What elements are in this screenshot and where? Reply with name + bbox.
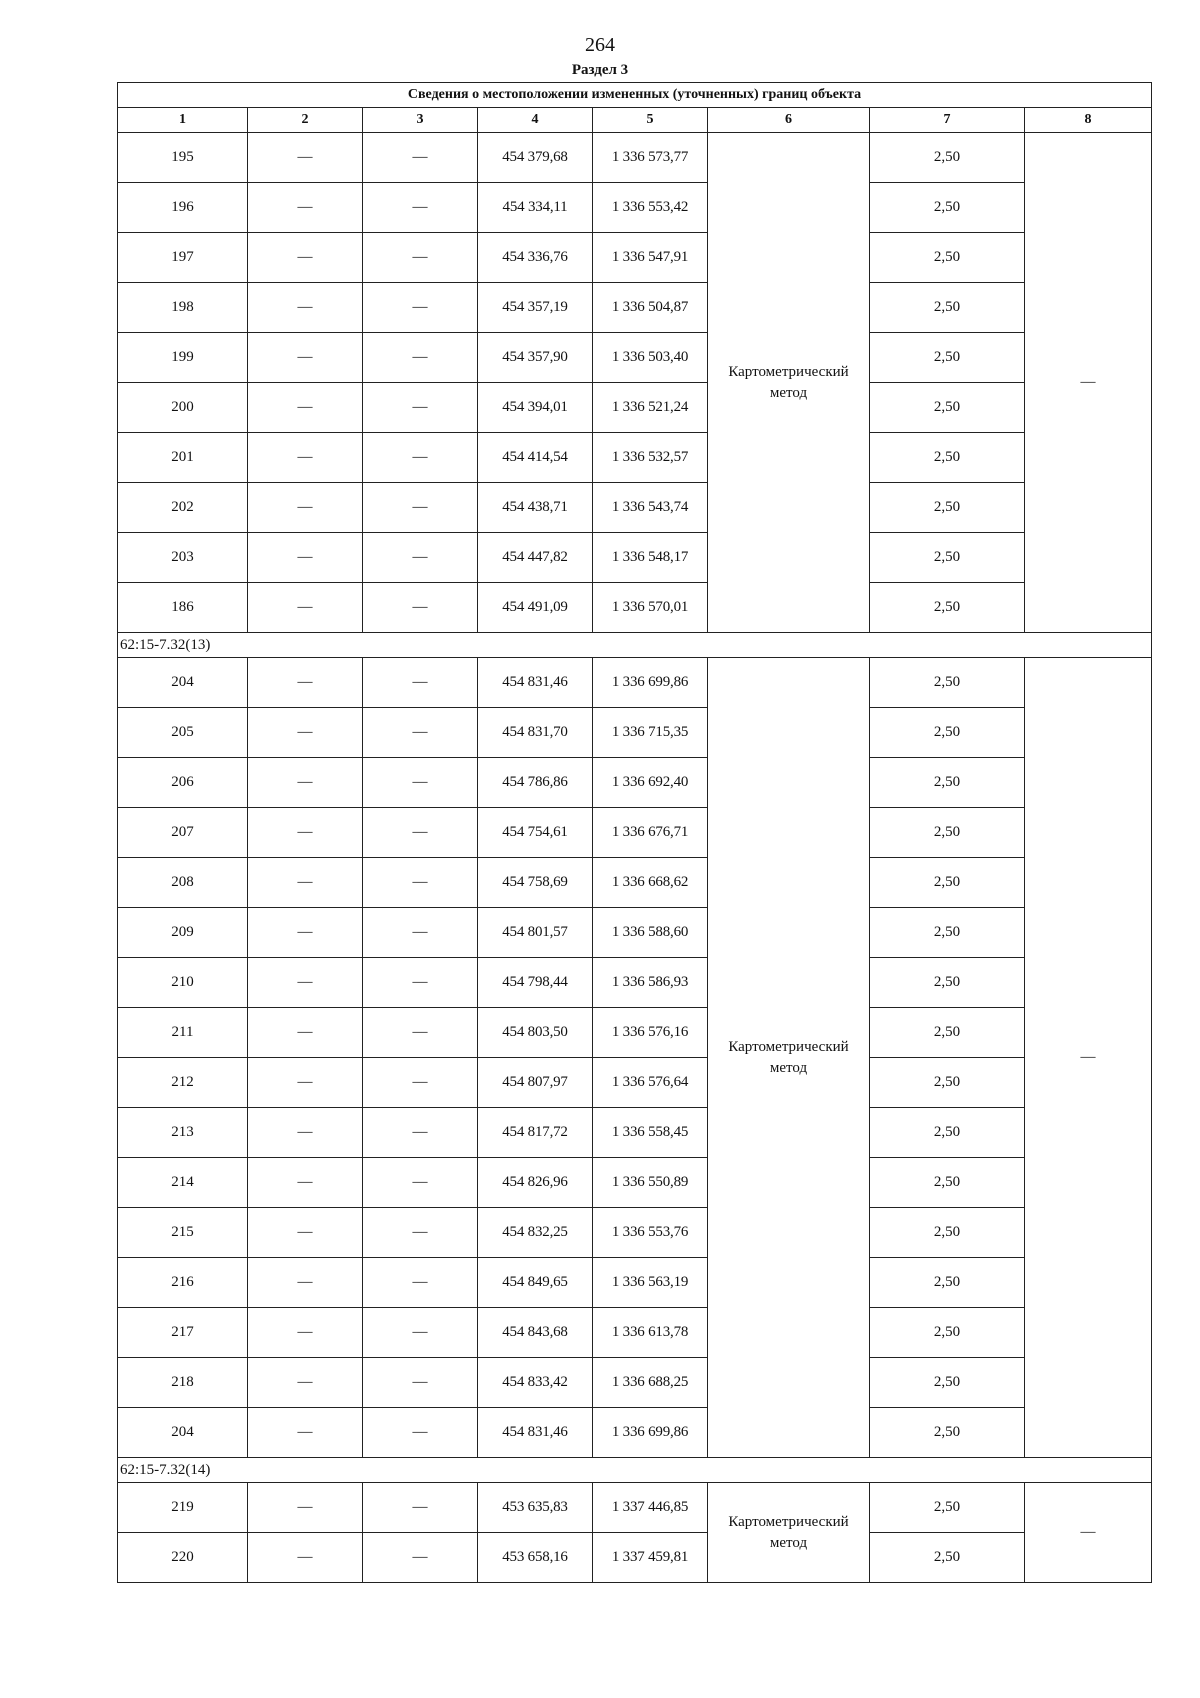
column-number-3: 3 xyxy=(363,108,478,133)
col3-cell: — xyxy=(363,433,478,483)
accuracy-cell: 2,50 xyxy=(870,233,1025,283)
col2-cell: — xyxy=(248,183,363,233)
column-number-8: 8 xyxy=(1025,108,1152,133)
col3-cell: — xyxy=(363,533,478,583)
y-coordinate-cell: 1 336 503,40 xyxy=(593,333,708,383)
point-number-cell: 215 xyxy=(118,1208,248,1258)
x-coordinate-cell: 454 831,46 xyxy=(478,1408,593,1458)
col3-cell: — xyxy=(363,233,478,283)
col2-cell: — xyxy=(248,1158,363,1208)
col2-cell: — xyxy=(248,1483,363,1533)
point-number-cell: 205 xyxy=(118,708,248,758)
point-number-cell: 216 xyxy=(118,1258,248,1308)
point-number-cell: 186 xyxy=(118,583,248,633)
accuracy-cell: 2,50 xyxy=(870,1533,1025,1583)
col2-cell: — xyxy=(248,383,363,433)
x-coordinate-cell: 454 786,86 xyxy=(478,758,593,808)
point-number-cell: 208 xyxy=(118,858,248,908)
col2-cell: — xyxy=(248,333,363,383)
accuracy-cell: 2,50 xyxy=(870,958,1025,1008)
y-coordinate-cell: 1 336 550,89 xyxy=(593,1158,708,1208)
x-coordinate-cell: 454 336,76 xyxy=(478,233,593,283)
col3-cell: — xyxy=(363,1058,478,1108)
table-row xyxy=(118,1533,1152,1583)
col2-cell: — xyxy=(248,483,363,533)
column-number-row xyxy=(118,108,1152,133)
point-number-cell: 214 xyxy=(118,1158,248,1208)
col3-cell: — xyxy=(363,1208,478,1258)
col3-cell: — xyxy=(363,1483,478,1533)
accuracy-cell: 2,50 xyxy=(870,533,1025,583)
col3-cell: — xyxy=(363,658,478,708)
y-coordinate-cell: 1 336 558,45 xyxy=(593,1108,708,1158)
col2-cell: — xyxy=(248,858,363,908)
group-row xyxy=(118,1458,1152,1483)
col2-cell: — xyxy=(248,1258,363,1308)
table-row xyxy=(118,383,1152,433)
point-number-cell: 196 xyxy=(118,183,248,233)
col3-cell: — xyxy=(363,858,478,908)
point-number-cell: 200 xyxy=(118,383,248,433)
table-row xyxy=(118,333,1152,383)
col3-cell: — xyxy=(363,758,478,808)
point-number-cell: 217 xyxy=(118,1308,248,1358)
group-row xyxy=(118,633,1152,658)
col3-cell: — xyxy=(363,908,478,958)
column-number-6: 6 xyxy=(708,108,870,133)
x-coordinate-cell: 454 803,50 xyxy=(478,1008,593,1058)
accuracy-cell: 2,50 xyxy=(870,1158,1025,1208)
col2-cell: — xyxy=(248,283,363,333)
accuracy-cell: 2,50 xyxy=(870,1058,1025,1108)
y-coordinate-cell: 1 336 573,77 xyxy=(593,133,708,183)
y-coordinate-cell: 1 337 459,81 xyxy=(593,1533,708,1583)
y-coordinate-cell: 1 336 521,24 xyxy=(593,383,708,433)
point-number-cell: 203 xyxy=(118,533,248,583)
x-coordinate-cell: 454 807,97 xyxy=(478,1058,593,1108)
group-label: 62:15-7.32(13) xyxy=(118,633,1152,658)
x-coordinate-cell: 454 831,70 xyxy=(478,708,593,758)
point-number-cell: 219 xyxy=(118,1483,248,1533)
y-coordinate-cell: 1 336 553,76 xyxy=(593,1208,708,1258)
point-number-cell: 195 xyxy=(118,133,248,183)
accuracy-cell: 2,50 xyxy=(870,333,1025,383)
accuracy-cell: 2,50 xyxy=(870,283,1025,333)
table-caption: Сведения о местоположении измененных (уточненных) границ объекта xyxy=(118,83,1152,108)
point-number-cell: 206 xyxy=(118,758,248,808)
table-row xyxy=(118,808,1152,858)
y-coordinate-cell: 1 337 446,85 xyxy=(593,1483,708,1533)
column-number-5: 5 xyxy=(593,108,708,133)
col3-cell: — xyxy=(363,183,478,233)
x-coordinate-cell: 454 447,82 xyxy=(478,533,593,583)
col3-cell: — xyxy=(363,483,478,533)
y-coordinate-cell: 1 336 504,87 xyxy=(593,283,708,333)
col3-cell: — xyxy=(363,708,478,758)
y-coordinate-cell: 1 336 699,86 xyxy=(593,1408,708,1458)
accuracy-cell: 2,50 xyxy=(870,383,1025,433)
point-number-cell: 207 xyxy=(118,808,248,858)
table-row xyxy=(118,1058,1152,1108)
y-coordinate-cell: 1 336 532,57 xyxy=(593,433,708,483)
col2-cell: — xyxy=(248,1058,363,1108)
point-number-cell: 204 xyxy=(118,658,248,708)
col3-cell: — xyxy=(363,1258,478,1308)
table-row xyxy=(118,233,1152,283)
accuracy-cell: 2,50 xyxy=(870,1108,1025,1158)
table-row xyxy=(118,1358,1152,1408)
point-number-cell: 210 xyxy=(118,958,248,1008)
point-number-cell: 198 xyxy=(118,283,248,333)
col3-cell: — xyxy=(363,133,478,183)
table-row xyxy=(118,483,1152,533)
col2-cell: — xyxy=(248,908,363,958)
y-coordinate-cell: 1 336 688,25 xyxy=(593,1358,708,1408)
table-row xyxy=(118,183,1152,233)
point-number-cell: 199 xyxy=(118,333,248,383)
column-number-7: 7 xyxy=(870,108,1025,133)
x-coordinate-cell: 454 357,90 xyxy=(478,333,593,383)
x-coordinate-cell: 454 394,01 xyxy=(478,383,593,433)
col8-cell: — xyxy=(1025,1483,1152,1583)
point-number-cell: 201 xyxy=(118,433,248,483)
y-coordinate-cell: 1 336 543,74 xyxy=(593,483,708,533)
x-coordinate-cell: 454 754,61 xyxy=(478,808,593,858)
x-coordinate-cell: 454 833,42 xyxy=(478,1358,593,1408)
accuracy-cell: 2,50 xyxy=(870,433,1025,483)
x-coordinate-cell: 454 357,19 xyxy=(478,283,593,333)
x-coordinate-cell: 454 831,46 xyxy=(478,658,593,708)
col3-cell: — xyxy=(363,1158,478,1208)
x-coordinate-cell: 454 843,68 xyxy=(478,1308,593,1358)
table-row xyxy=(118,1008,1152,1058)
accuracy-cell: 2,50 xyxy=(870,483,1025,533)
x-coordinate-cell: 454 491,09 xyxy=(478,583,593,633)
accuracy-cell: 2,50 xyxy=(870,1408,1025,1458)
point-number-cell: 220 xyxy=(118,1533,248,1583)
col8-cell: — xyxy=(1025,133,1152,633)
accuracy-cell: 2,50 xyxy=(870,858,1025,908)
y-coordinate-cell: 1 336 553,42 xyxy=(593,183,708,233)
y-coordinate-cell: 1 336 563,19 xyxy=(593,1258,708,1308)
accuracy-cell: 2,50 xyxy=(870,658,1025,708)
point-number-cell: 212 xyxy=(118,1058,248,1108)
col2-cell: — xyxy=(248,533,363,583)
col2-cell: — xyxy=(248,1358,363,1408)
y-coordinate-cell: 1 336 692,40 xyxy=(593,758,708,808)
accuracy-cell: 2,50 xyxy=(870,808,1025,858)
column-number-1: 1 xyxy=(118,108,248,133)
col2-cell: — xyxy=(248,233,363,283)
table-row xyxy=(118,1108,1152,1158)
accuracy-cell: 2,50 xyxy=(870,908,1025,958)
table-row xyxy=(118,1158,1152,1208)
x-coordinate-cell: 454 798,44 xyxy=(478,958,593,1008)
accuracy-cell: 2,50 xyxy=(870,1308,1025,1358)
col8-cell: — xyxy=(1025,658,1152,1458)
x-coordinate-cell: 454 826,96 xyxy=(478,1158,593,1208)
y-coordinate-cell: 1 336 547,91 xyxy=(593,233,708,283)
accuracy-cell: 2,50 xyxy=(870,1008,1025,1058)
x-coordinate-cell: 453 635,83 xyxy=(478,1483,593,1533)
col3-cell: — xyxy=(363,583,478,633)
table-row xyxy=(118,1483,1152,1533)
col2-cell: — xyxy=(248,1533,363,1583)
table-row xyxy=(118,958,1152,1008)
method-cell: Картометрический метод xyxy=(708,133,870,633)
table-row xyxy=(118,283,1152,333)
col3-cell: — xyxy=(363,1108,478,1158)
y-coordinate-cell: 1 336 576,64 xyxy=(593,1058,708,1108)
col2-cell: — xyxy=(248,133,363,183)
section-title: Раздел 3 xyxy=(571,62,629,78)
col3-cell: — xyxy=(363,283,478,333)
col2-cell: — xyxy=(248,658,363,708)
y-coordinate-cell: 1 336 613,78 xyxy=(593,1308,708,1358)
x-coordinate-cell: 454 817,72 xyxy=(478,1108,593,1158)
table-row xyxy=(118,1208,1152,1258)
col2-cell: — xyxy=(248,708,363,758)
col2-cell: — xyxy=(248,433,363,483)
x-coordinate-cell: 454 438,71 xyxy=(478,483,593,533)
col2-cell: — xyxy=(248,583,363,633)
table-row xyxy=(118,1308,1152,1358)
table-body xyxy=(118,133,1152,1583)
col2-cell: — xyxy=(248,1008,363,1058)
accuracy-cell: 2,50 xyxy=(870,1258,1025,1308)
y-coordinate-cell: 1 336 576,16 xyxy=(593,1008,708,1058)
point-number-cell: 197 xyxy=(118,233,248,283)
y-coordinate-cell: 1 336 715,35 xyxy=(593,708,708,758)
y-coordinate-cell: 1 336 668,62 xyxy=(593,858,708,908)
table-row xyxy=(118,708,1152,758)
table-row xyxy=(118,583,1152,633)
accuracy-cell: 2,50 xyxy=(870,183,1025,233)
method-cell: Картометрический метод xyxy=(708,658,870,1458)
accuracy-cell: 2,50 xyxy=(870,1358,1025,1408)
accuracy-cell: 2,50 xyxy=(870,583,1025,633)
x-coordinate-cell: 453 658,16 xyxy=(478,1533,593,1583)
col2-cell: — xyxy=(248,1308,363,1358)
x-coordinate-cell: 454 832,25 xyxy=(478,1208,593,1258)
col3-cell: — xyxy=(363,958,478,1008)
point-number-cell: 204 xyxy=(118,1408,248,1458)
x-coordinate-cell: 454 379,68 xyxy=(478,133,593,183)
table-row xyxy=(118,133,1152,183)
accuracy-cell: 2,50 xyxy=(870,1483,1025,1533)
column-number-2: 2 xyxy=(248,108,363,133)
x-coordinate-cell: 454 849,65 xyxy=(478,1258,593,1308)
accuracy-cell: 2,50 xyxy=(870,133,1025,183)
accuracy-cell: 2,50 xyxy=(870,708,1025,758)
table-row xyxy=(118,1258,1152,1308)
point-number-cell: 209 xyxy=(118,908,248,958)
method-cell: Картометрический метод xyxy=(708,1483,870,1583)
x-coordinate-cell: 454 334,11 xyxy=(478,183,593,233)
table-row xyxy=(118,758,1152,808)
col3-cell: — xyxy=(363,1358,478,1408)
table-row xyxy=(118,1408,1152,1458)
col2-cell: — xyxy=(248,1208,363,1258)
table-row xyxy=(118,858,1152,908)
x-coordinate-cell: 454 801,57 xyxy=(478,908,593,958)
col2-cell: — xyxy=(248,958,363,1008)
y-coordinate-cell: 1 336 588,60 xyxy=(593,908,708,958)
y-coordinate-cell: 1 336 570,01 xyxy=(593,583,708,633)
column-number-4: 4 xyxy=(478,108,593,133)
accuracy-cell: 2,50 xyxy=(870,1208,1025,1258)
col2-cell: — xyxy=(248,758,363,808)
y-coordinate-cell: 1 336 676,71 xyxy=(593,808,708,858)
y-coordinate-cell: 1 336 699,86 xyxy=(593,658,708,708)
col3-cell: — xyxy=(363,1308,478,1358)
point-number-cell: 218 xyxy=(118,1358,248,1408)
point-number-cell: 211 xyxy=(118,1008,248,1058)
y-coordinate-cell: 1 336 548,17 xyxy=(593,533,708,583)
col3-cell: — xyxy=(363,383,478,433)
col3-cell: — xyxy=(363,1533,478,1583)
col2-cell: — xyxy=(248,1408,363,1458)
point-number-cell: 213 xyxy=(118,1108,248,1158)
col2-cell: — xyxy=(248,808,363,858)
point-number-cell: 202 xyxy=(118,483,248,533)
col3-cell: — xyxy=(363,1008,478,1058)
table-row xyxy=(118,533,1152,583)
x-coordinate-cell: 454 758,69 xyxy=(478,858,593,908)
col2-cell: — xyxy=(248,1108,363,1158)
table-row xyxy=(118,908,1152,958)
boundary-coordinates-table xyxy=(117,82,1152,1583)
page-number: 264 xyxy=(585,34,615,56)
col3-cell: — xyxy=(363,1408,478,1458)
table-row xyxy=(118,658,1152,708)
group-label: 62:15-7.32(14) xyxy=(118,1458,1152,1483)
x-coordinate-cell: 454 414,54 xyxy=(478,433,593,483)
y-coordinate-cell: 1 336 586,93 xyxy=(593,958,708,1008)
col3-cell: — xyxy=(363,333,478,383)
accuracy-cell: 2,50 xyxy=(870,758,1025,808)
col3-cell: — xyxy=(363,808,478,858)
table-row xyxy=(118,433,1152,483)
